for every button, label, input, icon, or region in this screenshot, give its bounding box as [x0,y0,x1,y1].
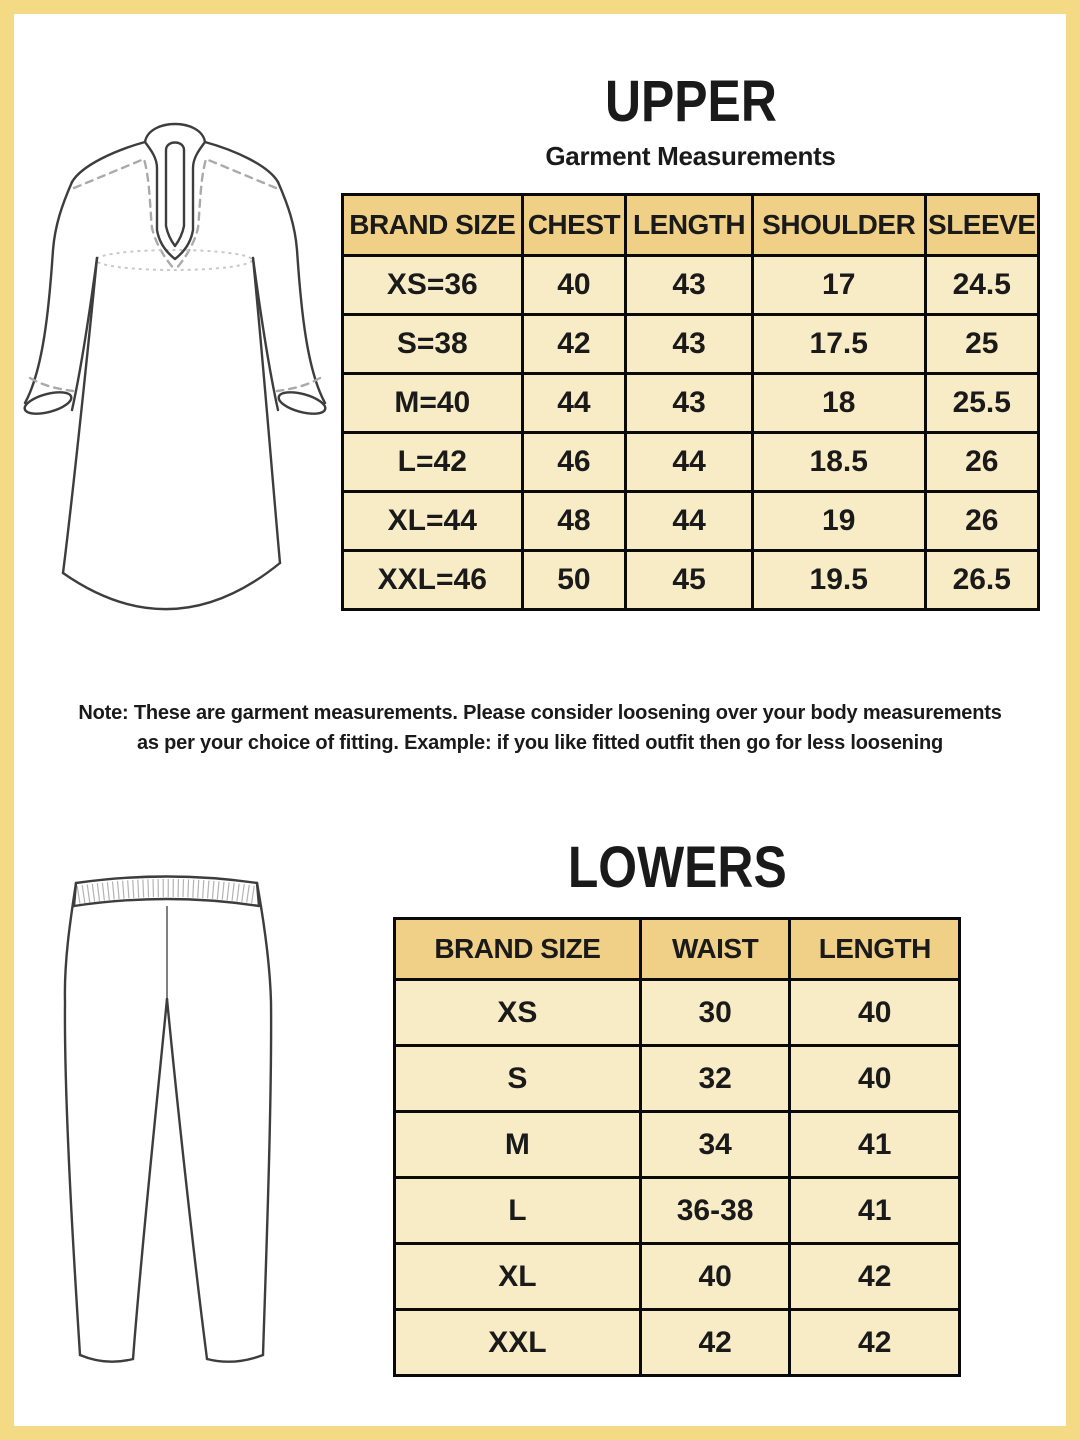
table-cell: XS=36 [343,256,523,315]
table-cell: S [395,1046,641,1112]
note-line-1: Note: These are garment measurements. Please consider loosening over your body measurements [78,702,1002,724]
table-cell: S=38 [343,315,523,374]
column-header: SLEEVE [925,195,1038,256]
table-cell: XXL [395,1310,641,1376]
table-cell: L=42 [343,433,523,492]
table-header-row [395,919,960,980]
table-cell: 41 [790,1112,960,1178]
table-row [343,315,1039,374]
table-row [343,374,1039,433]
measurement-note [0,698,1080,758]
table-cell: 42 [790,1310,960,1376]
table-cell: 40 [522,256,626,315]
table-cell: 26 [925,433,1038,492]
table-cell: 25 [925,315,1038,374]
table-cell: 40 [790,1046,960,1112]
table-cell: M=40 [343,374,523,433]
table-head [395,919,960,980]
table-body [395,980,960,1376]
table-cell: 44 [626,433,753,492]
table-cell: 42 [790,1244,960,1310]
table-cell: 44 [522,374,626,433]
table-cell: 46 [522,433,626,492]
table-cell: 30 [640,980,790,1046]
table-cell: 19 [752,492,925,551]
lowers-title: LOWERS [567,835,787,900]
table-cell: 44 [626,492,753,551]
table-header-row [343,195,1039,256]
table-cell: 40 [790,980,960,1046]
table-row [395,1244,960,1310]
column-header: LENGTH [790,919,960,980]
upper-title: UPPER [604,69,777,134]
pants-illustration [30,862,360,1407]
column-header: BRAND SIZE [395,919,641,980]
table-cell: XXL=46 [343,551,523,610]
table-cell: 43 [626,256,753,315]
upper-subtitle: Garment Measurements [545,140,836,171]
table-cell: XL=44 [343,492,523,551]
table-body [343,256,1039,610]
table-cell: 40 [640,1244,790,1310]
table-row [343,433,1039,492]
table-cell: 43 [626,315,753,374]
lowers-measurements-table [393,917,961,1377]
table-row [343,256,1039,315]
column-header: SHOULDER [752,195,925,256]
table-row [395,1046,960,1112]
lowers-section-header [393,835,961,900]
table-cell: 34 [640,1112,790,1178]
table-cell: 19.5 [752,551,925,610]
kurta-illustration [16,110,350,670]
table-cell: 45 [626,551,753,610]
table-row [395,1112,960,1178]
table-cell: 32 [640,1046,790,1112]
column-header: LENGTH [626,195,753,256]
table-cell: 24.5 [925,256,1038,315]
table-cell: XS [395,980,641,1046]
table-cell: 17.5 [752,315,925,374]
table-cell: 26 [925,492,1038,551]
table-cell: 18.5 [752,433,925,492]
table-row [395,980,960,1046]
table-cell: XL [395,1244,641,1310]
table-cell: 25.5 [925,374,1038,433]
table-cell: 42 [522,315,626,374]
table-cell: 43 [626,374,753,433]
upper-section-header [341,69,1040,172]
table-cell: 50 [522,551,626,610]
table-cell: L [395,1178,641,1244]
table-row [395,1178,960,1244]
upper-measurements-table [341,193,1040,611]
table-cell: 41 [790,1178,960,1244]
table-row [343,492,1039,551]
table-cell: 18 [752,374,925,433]
table-cell: 36-38 [640,1178,790,1244]
column-header: WAIST [640,919,790,980]
column-header: BRAND SIZE [343,195,523,256]
table-row [343,551,1039,610]
table-cell: 42 [640,1310,790,1376]
table-cell: M [395,1112,641,1178]
table-row [395,1310,960,1376]
table-cell: 26.5 [925,551,1038,610]
table-cell: 48 [522,492,626,551]
note-line-2: as per your choice of fitting. Example: if you like fitted outfit then go for less loosening [136,732,944,754]
table-cell: 17 [752,256,925,315]
table-head [343,195,1039,256]
column-header: CHEST [522,195,626,256]
